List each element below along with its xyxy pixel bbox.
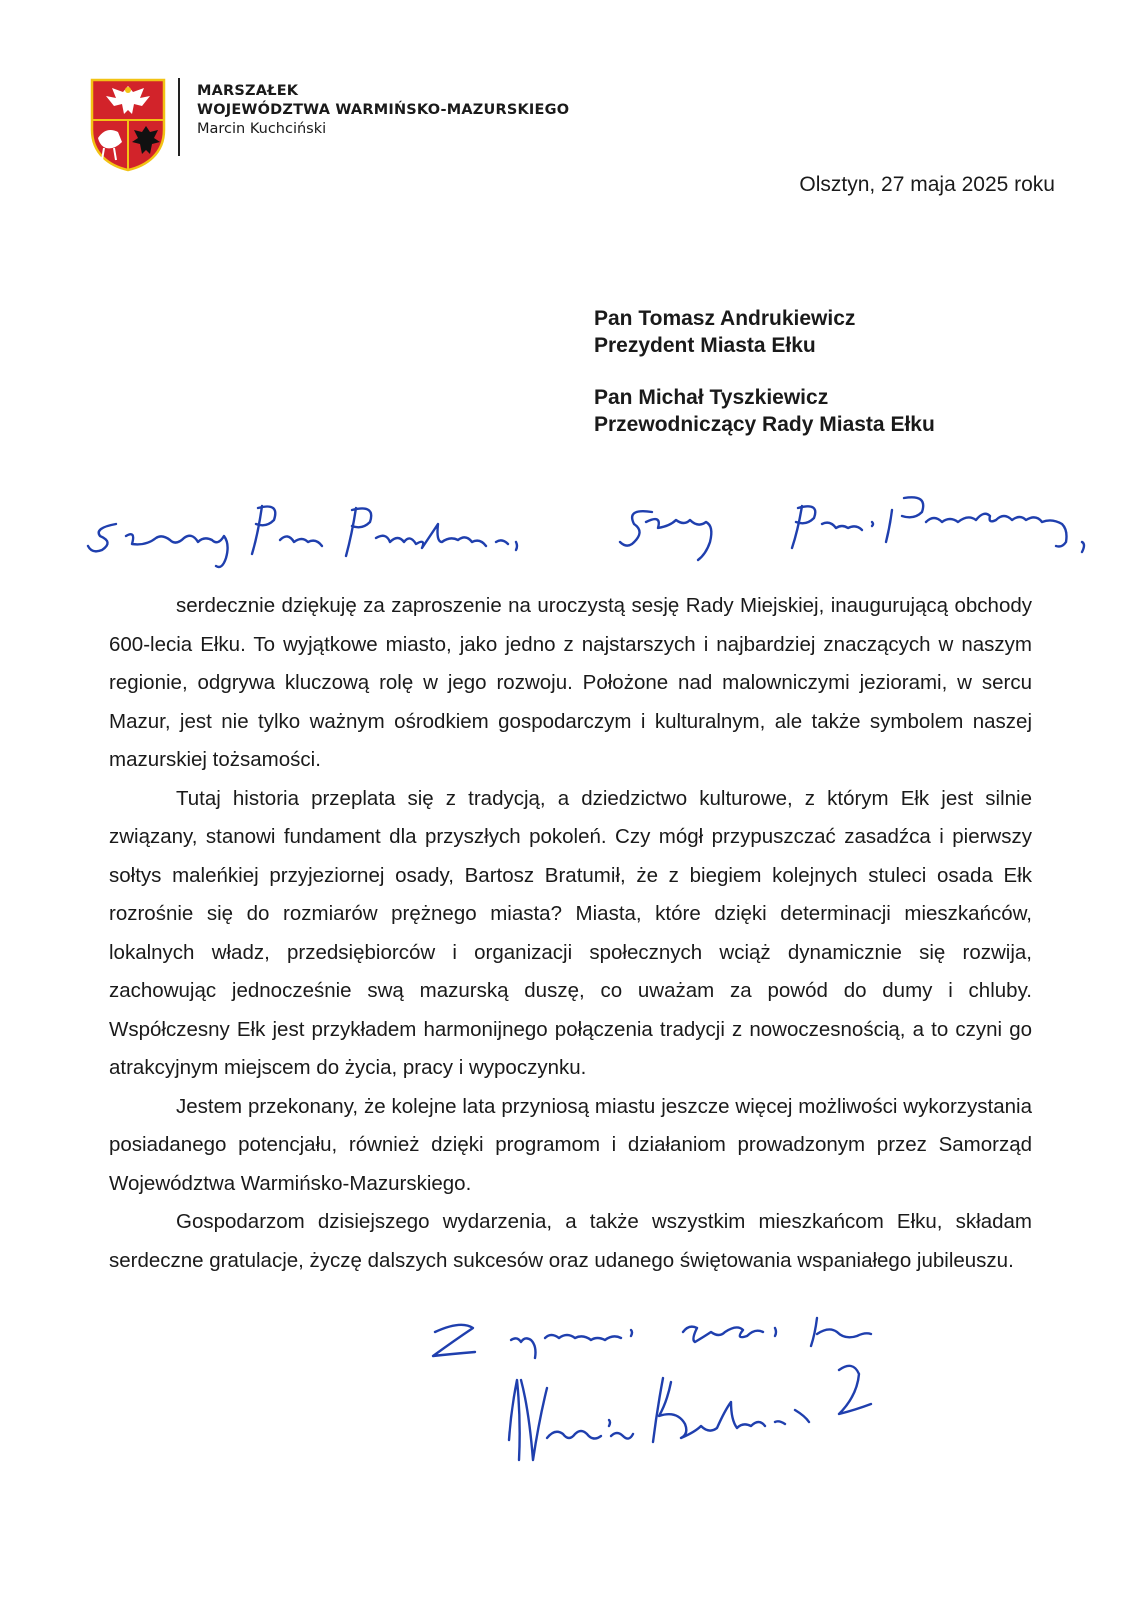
recipient-role: Prezydent Miasta Ełku (594, 334, 816, 357)
date-line: Olsztyn, 27 maja 2025 roku (799, 173, 1055, 196)
body-paragraph: serdecznie dziękuję za zaproszenie na uroczystą sesję Rady Miejskiej, inaugurującą obchody 600-lecia Ełku. To wyjątkowe miasto, jako jedno z najstarszych i najbardziej znaczących w naszym regionie, odgrywa kluczową rolę w jego rozwoju. Położone nad malowniczymi jeziorami, w sercu Mazur, jest nie tylko ważnym ośrodkiem gospodarczym i kulturalnym, ale także symbolem naszej mazurskiej tożsamości. (109, 594, 1032, 771)
handwritten-salutation (86, 484, 1096, 584)
body-paragraph: Tutaj historia przeplata się z tradycją, a dziedzictwo kulturowe, z którym Ełk jest silnie związany, stanowi fundament dla przyszłych pokoleń. Czy mógł przypuszczać zasadźca i pierwszy sołtys maleńkiej przyjeziornej osady, Bartosz Bratumił, że z biegiem kolejnych stuleci osada Ełk rozrośnie się do rozmiarów prężnego miasta? Miasta, które dzięki determinacji mieszkańców, lokalnych władz, przedsiębiorców i organizacji społecznych wciąż dynamicznie się rozwija, zachowując jednocześnie swą mazurską duszę, co uważam za powód do dumy i chluby. Współczesny Ełk jest przykładem harmonijnego połączenia tradycji z nowoczesnością, a to czyni go atrakcyjnym miejscem do życia, pracy i wypoczynku. (109, 786, 1032, 1079)
letterhead (88, 76, 569, 176)
letter-body (109, 587, 1032, 1280)
body-paragraph: Gospodarzom dzisiejszego wydarzenia, a także wszystkim mieszkańcom Ełku, składam serdeczne gratulacje, życzę dalszych sukcesów oraz udanego świętowania wspaniałego jubileuszu. (109, 1210, 1032, 1272)
issuer-name: Marcin Kuchciński (197, 121, 327, 137)
issuer-office: WOJEWÓDZTWA WARMIŃSKO-MAZURSKIEGO (197, 102, 570, 118)
recipient-2 (594, 384, 935, 438)
recipient-1 (594, 305, 855, 359)
salutation-handwriting (86, 484, 1096, 584)
letterhead-divider (178, 78, 180, 156)
coat-of-arms-icon (88, 76, 168, 172)
signature-handwriting (425, 1310, 875, 1490)
handwritten-closing-and-signature (425, 1310, 875, 1490)
issuer-title: MARSZAŁEK (197, 83, 299, 99)
body-paragraph: Jestem przekonany, że kolejne lata przyniosą miastu jeszcze więcej możliwości wykorzystania posiadanego potencjału, również dzięki programom i działaniom prowadzonym przez Samorząd Województwa Warmińsko-Mazurskiego. (109, 1094, 1032, 1195)
recipient-name: Pan Michał Tyszkiewicz (594, 386, 829, 409)
recipient-role: Przewodniczący Rady Miasta Ełku (594, 413, 935, 436)
issuer-block (197, 82, 569, 139)
recipient-name: Pan Tomasz Andrukiewicz (594, 307, 856, 330)
